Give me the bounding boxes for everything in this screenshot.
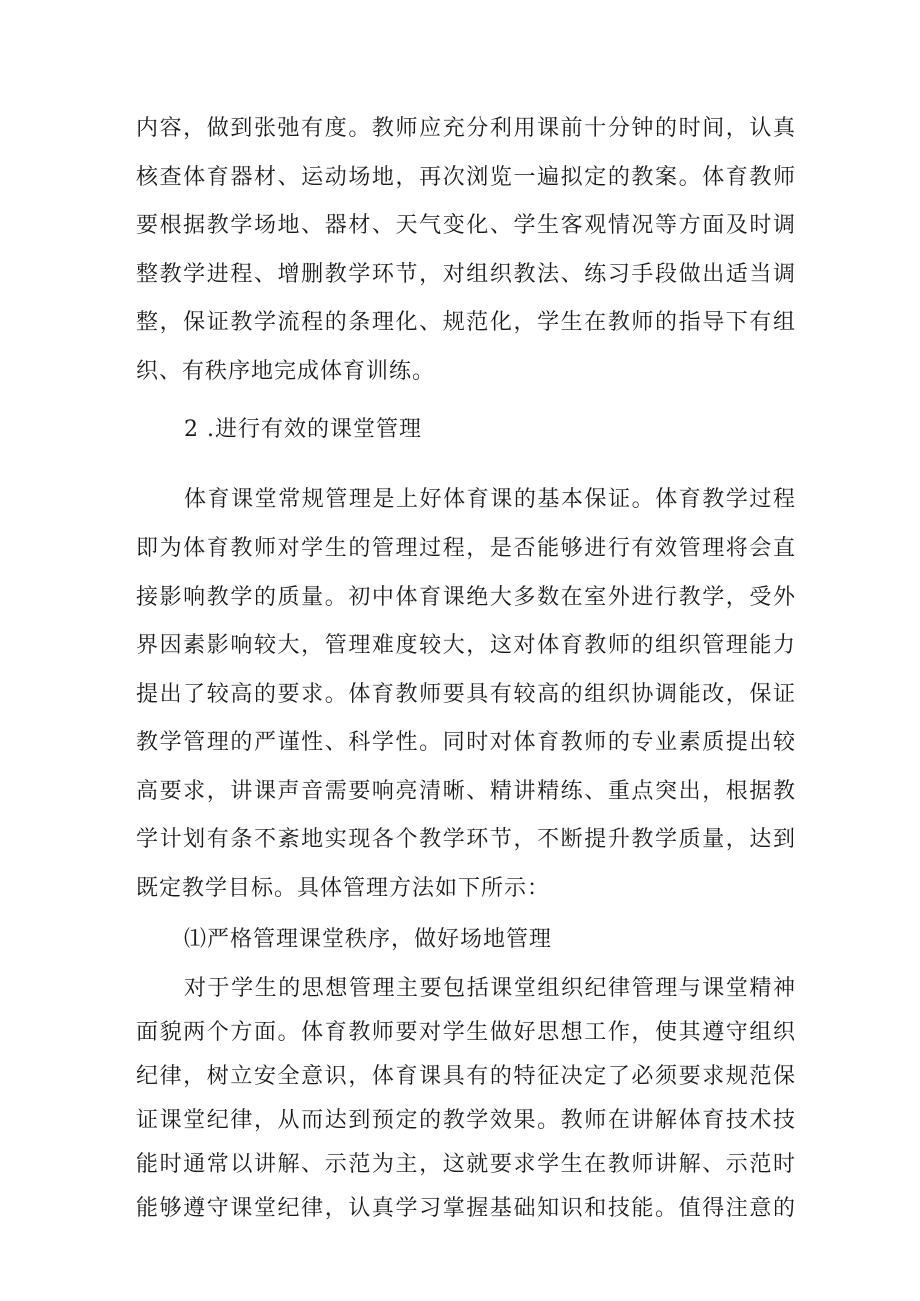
paragraph2-line: 界因素影响较大，管理难度较大，这对体育教师的组织管理能力 — [136, 633, 796, 658]
paragraph2-line: 高要求，讲课声音需要响亮清晰、精讲精练、重点突出，根据教 — [136, 779, 796, 804]
paragraph2-line: 体育课堂常规管理是上好体育课的基本保证。体育教学过程 — [184, 487, 796, 512]
paragraph2-line: 教学管理的严谨性、科学性。同时对体育教师的专业素质提出较 — [136, 730, 796, 755]
paragraph2-line: 接影响教学的质量。初中体育课绝大多数在室外进行教学，受外 — [136, 585, 796, 610]
paragraph1-line: 要根据教学场地、器材、天气变化、学生客观情况等方面及时调 — [136, 213, 796, 238]
subsection-heading: ⑴严格管理课堂秩序，做好场地管理 — [184, 927, 553, 952]
paragraph1-line: 内容，做到张弛有度。教师应充分利用课前十分钟的时间，认真 — [136, 116, 796, 141]
paragraph3-line: 能够遵守课堂纪律，认真学习掌握基础知识和技能。值得注意的 — [136, 1196, 796, 1221]
paragraph2-line: 即为体育教师对学生的管理过程，是否能够进行有效管理将会直 — [136, 536, 796, 561]
paragraph3-line: 面貌两个方面。体育教师要对学生做好思想工作，使其遵守组织 — [136, 1020, 796, 1045]
paragraph3-line: 纪律，树立安全意识，体育课具有的特征决定了必须要求规范保 — [136, 1064, 796, 1089]
paragraph1-line: 核查体育器材、运动场地，再次浏览一遍拟定的教案。体育教师 — [136, 165, 796, 190]
paragraph3-line: 能时通常以讲解、示范为主，这就要求学生在教师讲解、示范时 — [136, 1152, 796, 1177]
paragraph2-line: 既定教学目标。具体管理方法如下所示： — [136, 876, 551, 901]
paragraph3-line: 对于学生的思想管理主要包括课堂组织纪律管理与课堂精神 — [184, 976, 796, 1001]
paragraph1-line: 整，保证教学流程的条理化、规范化，学生在教师的指导下有组 — [136, 310, 796, 335]
paragraph3-line: 证课堂纪律，从而达到预定的教学效果。教师在讲解体育技术技 — [136, 1108, 796, 1133]
paragraph1-line: 织、有秩序地完成体育训练。 — [136, 359, 436, 384]
paragraph1-line: 整教学进程、增删教学环节，对组织教法、练习手段做出适当调 — [136, 262, 796, 287]
section-heading: 2 .进行有效的课堂管理 — [184, 417, 422, 442]
paragraph2-line: 学计划有条不紊地实现各个教学环节，不断提升教学质量，达到 — [136, 827, 796, 852]
paragraph2-line: 提出了较高的要求。体育教师要具有较高的组织协调能改，保证 — [136, 682, 796, 707]
